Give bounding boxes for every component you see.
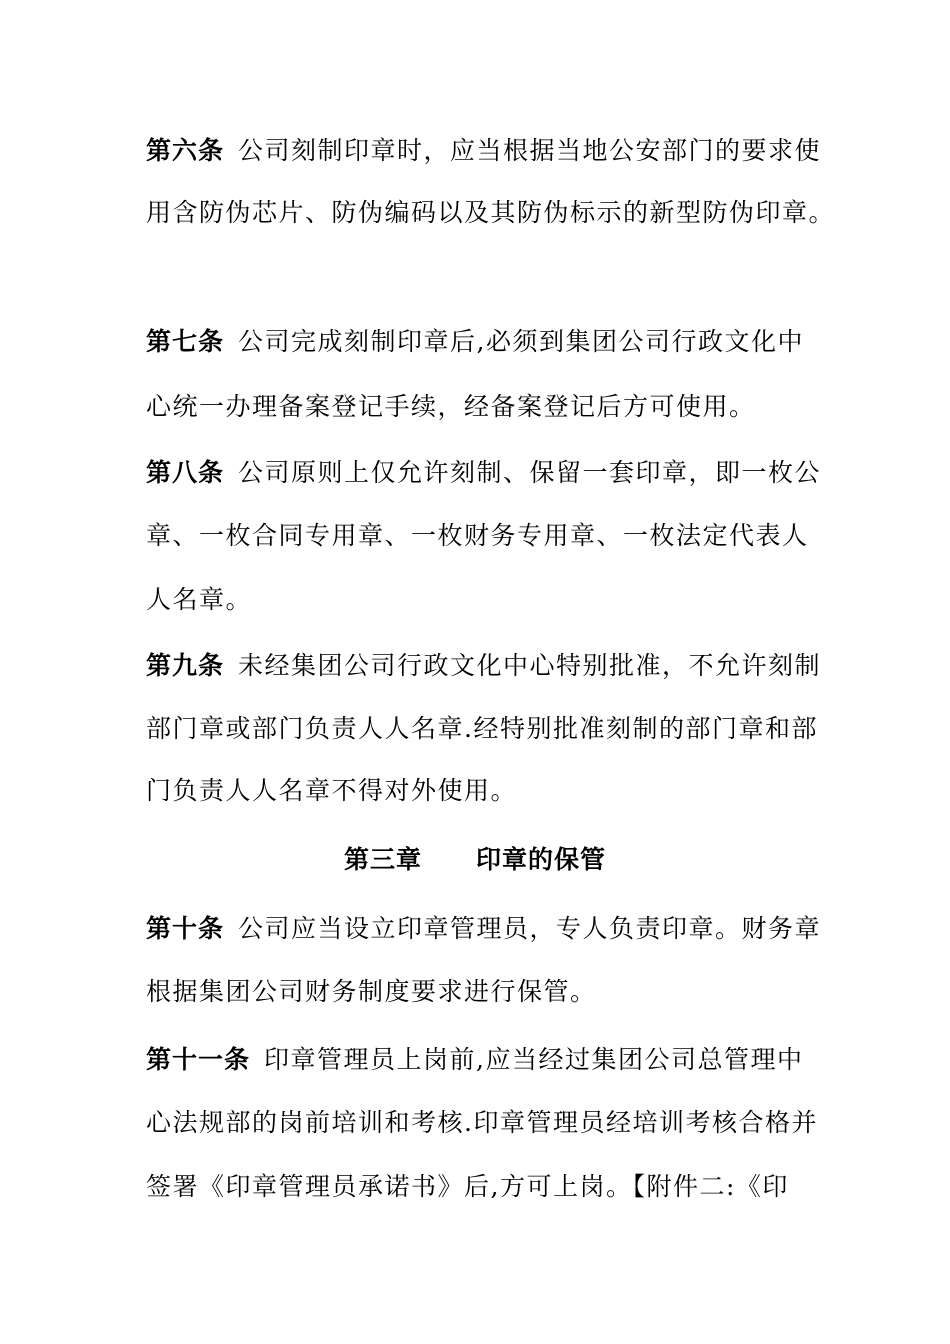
article-6-line-2: 用含防伪芯片、防伪编码以及其防伪标示的新型防伪印章。 [146, 198, 836, 227]
article-7-line-2: 心统一办理备案登记手续，经备案登记后方可使用。 [146, 392, 756, 421]
article-8-line-3: 人名章。 [146, 585, 253, 614]
article-8-number: 第八条 [146, 458, 225, 487]
chapter-title: 印章的保管 [476, 845, 607, 874]
article-11-number: 第十一条 [146, 1045, 251, 1074]
article-10-line-2: 根据集团公司财务制度要求进行保管。 [146, 977, 597, 1006]
article-11-line-2: 心法规部的岗前培训和考核.印章管理员经培训考核合格并 [146, 1108, 818, 1137]
article-7-number: 第七条 [146, 327, 225, 356]
article-9-line-2: 部门章或部门负责人人名章.经特别批准刻制的部门章和部 [146, 714, 818, 743]
article-7-line-1: 第七条 公司完成刻制印章后,必须到集团公司行政文化中 [146, 327, 804, 356]
article-8-line-1: 第八条 公司原则上仅允许刻制、保留一套印章，即一枚公 [146, 458, 822, 487]
article-6-number: 第六条 [146, 136, 225, 165]
article-10-number: 第十条 [146, 914, 225, 943]
chapter-number: 第三章 [343, 845, 422, 874]
article-10-line-1: 第十条 公司应当设立印章管理员，专人负责印章。财务章 [146, 914, 822, 943]
chapter-heading [0, 845, 950, 875]
article-9-line-3: 门负责人人名章不得对外使用。 [146, 776, 518, 805]
article-11-line-3: 签署《印章管理员承诺书》后,方可上岗。【附件二:《印 [146, 1172, 789, 1201]
article-9-line-1: 第九条 未经集团公司行政文化中心特别批准，不允许刻制 [146, 651, 822, 680]
article-11-line-1: 第十一条 印章管理员上岗前,应当经过集团公司总管理中 [146, 1045, 804, 1074]
article-8-line-2: 章、一枚合同专用章、一枚财务专用章、一枚法定代表人 [146, 521, 809, 550]
article-9-number: 第九条 [146, 651, 225, 680]
article-6-line-1: 第六条 公司刻制印章时，应当根据当地公安部门的要求使 [146, 136, 822, 165]
